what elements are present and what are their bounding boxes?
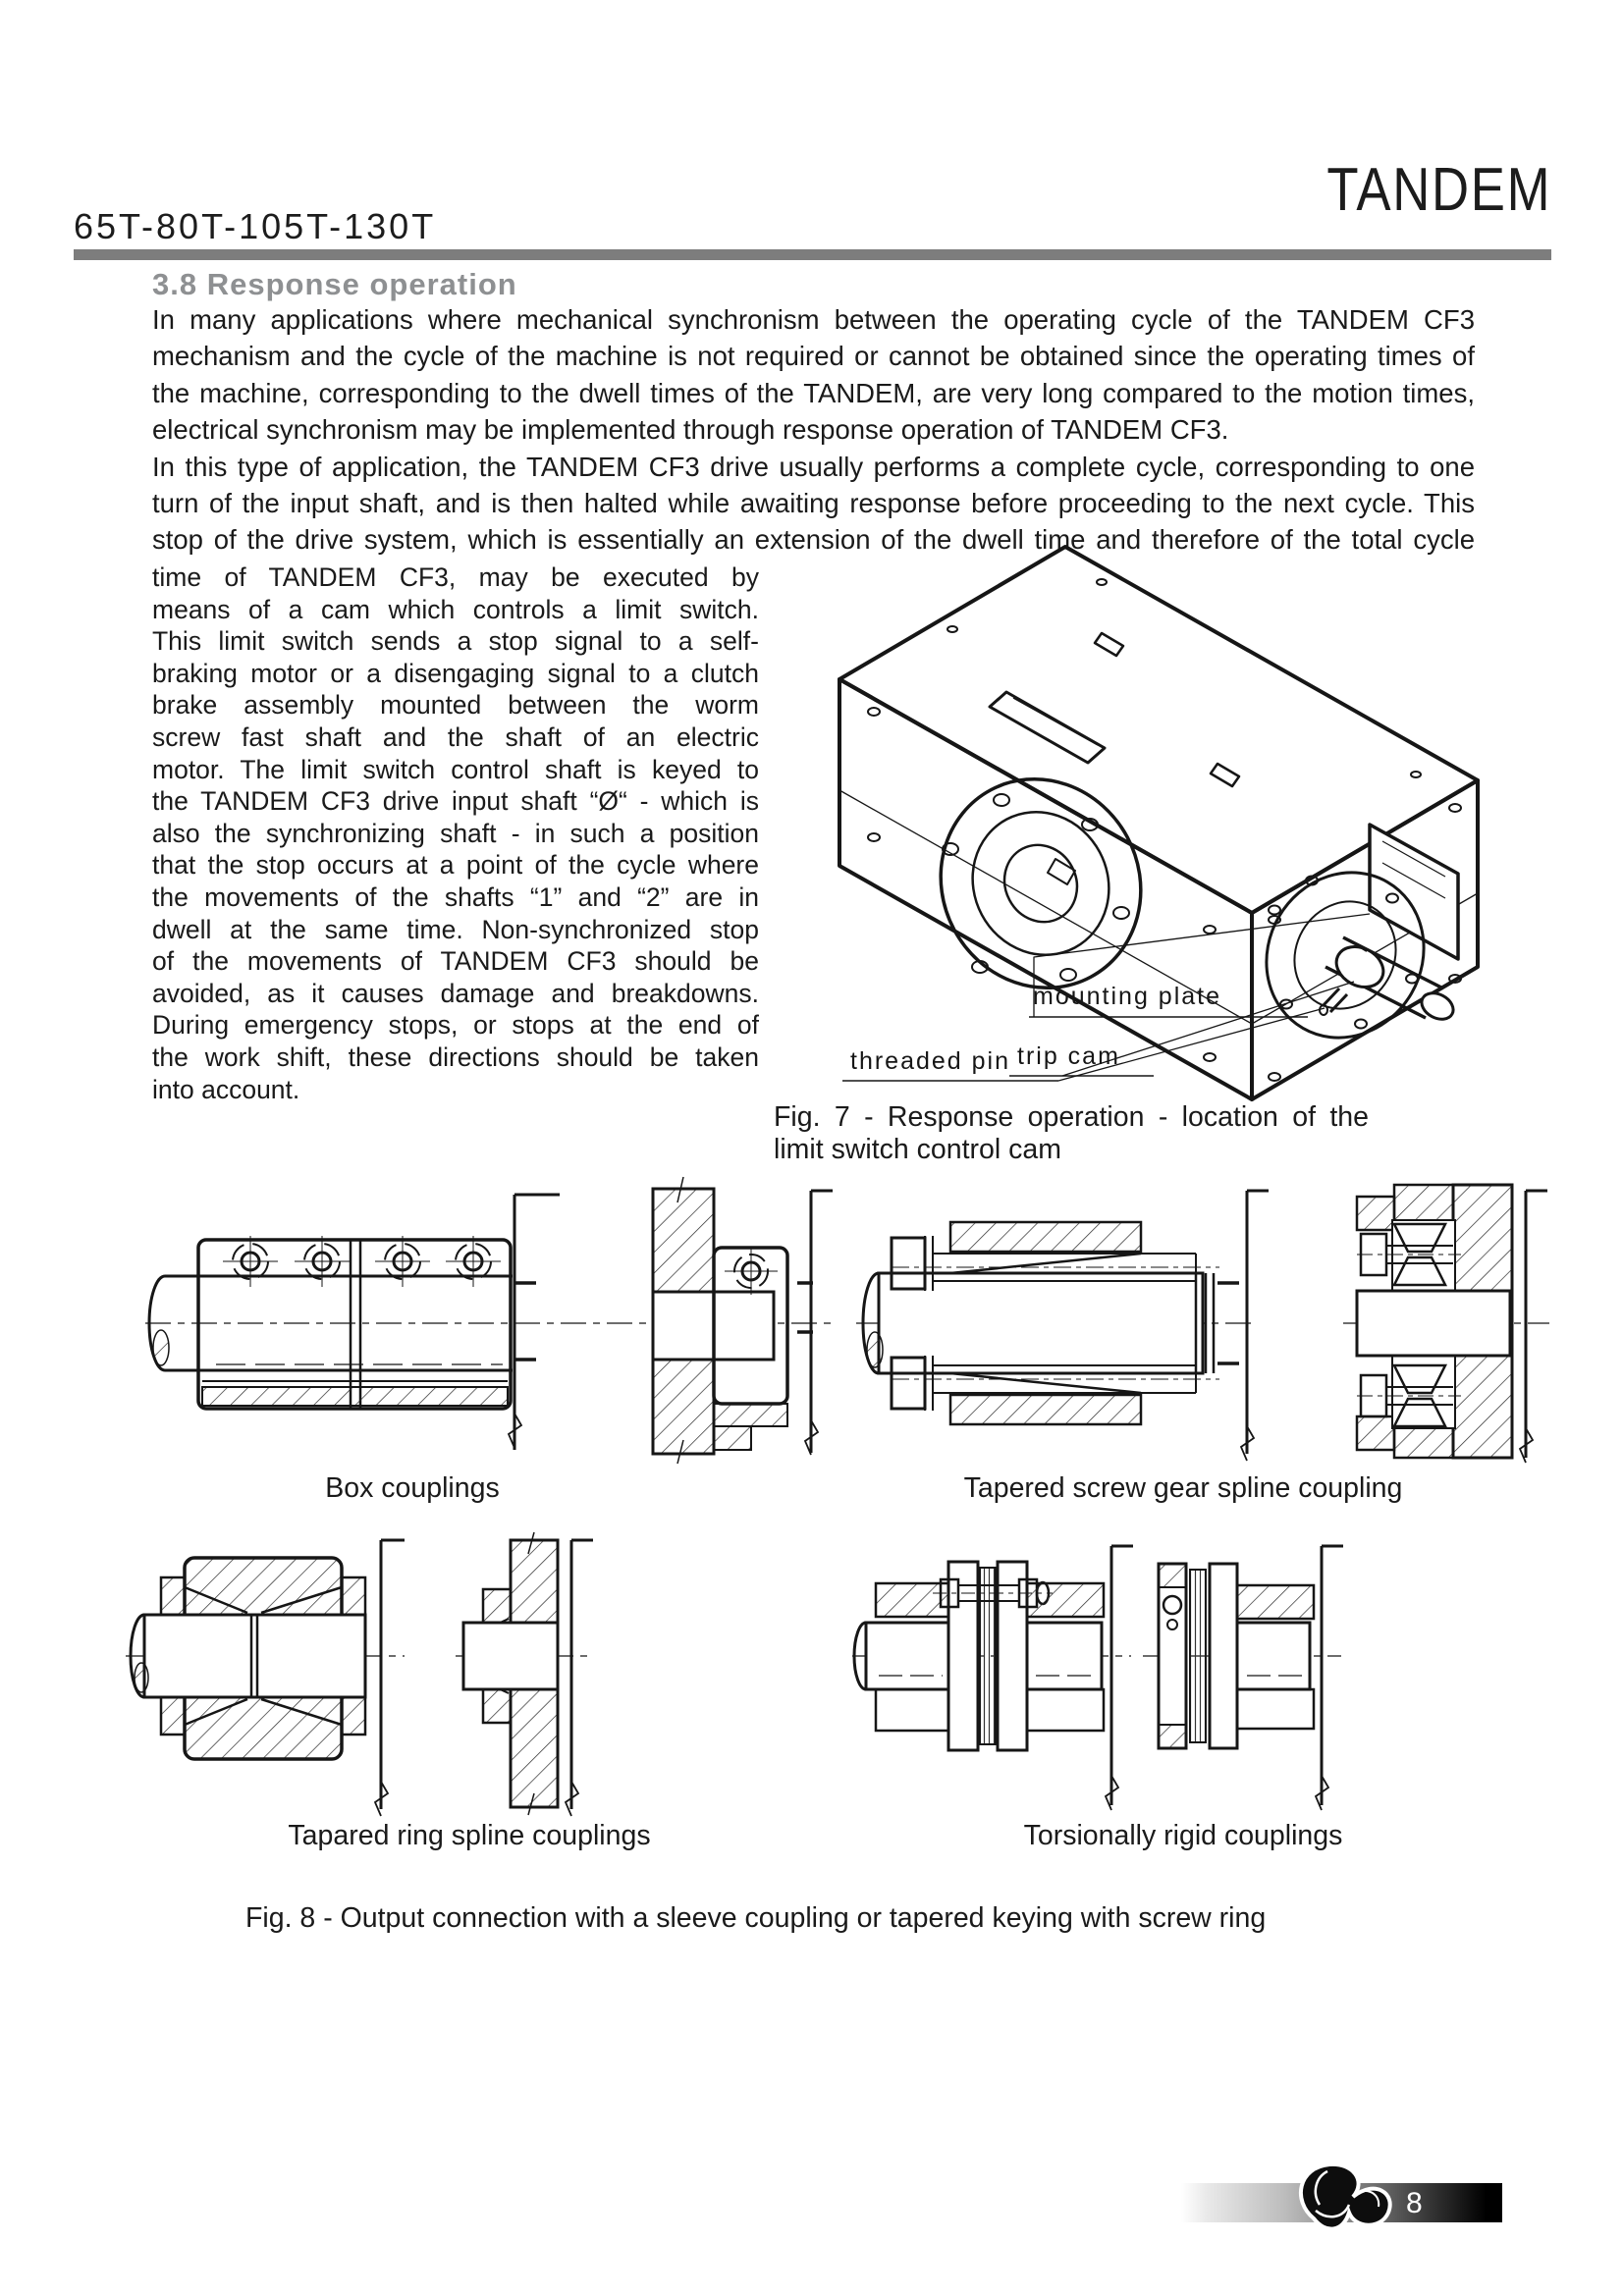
body-paragraph-column [152, 561, 759, 1105]
text-line: stop of the drive system, which is essentially an extension of the dwell time and therefore of the total cycle [152, 524, 1475, 556]
page-number: 8 [1406, 2187, 1424, 2219]
box-coupling-drawing [149, 1195, 560, 1450]
fig7-label-trip-cam: trip cam [1017, 1042, 1120, 1070]
section-heading: 3.8 Response operation [152, 267, 517, 301]
caption-tapered-screw-spline: Tapered screw gear spline coupling [963, 1472, 1403, 1504]
text-line: In many applications where mechanical synchronism between the operating cycle of the TANDEM CF3 [152, 304, 1475, 335]
text-line: screw fast shaft and the shaft of an electric [152, 721, 759, 752]
mounting-plate-shape [1370, 825, 1458, 959]
caption-box-couplings: Box couplings [325, 1472, 500, 1504]
text-line: into account. [152, 1074, 300, 1104]
caption-torsionally-rigid: Torsionally rigid couplings [1023, 1820, 1343, 1851]
text-line: braking motor or a disengaging signal to a clutch [152, 658, 759, 688]
torsionally-rigid-compact-drawing [1159, 1546, 1343, 1810]
text-line: that the stop occurs at a point of the cycle where [152, 850, 759, 881]
wall-sleeve-drawing [653, 1177, 833, 1464]
text-line: dwell at the same time. Non-synchronized stop [152, 914, 759, 944]
brand-wordmark: TANDEM [1326, 156, 1551, 224]
fig8-row2-drawing [118, 1528, 1551, 1818]
text-line: the work shift, these directions should be taken [152, 1041, 759, 1072]
text-line: turn of the input shaft, and is then halted while awaiting response before proceeding to the next cycle. This [152, 488, 1475, 519]
text-line: means of a cam which controls a limit switch. [152, 594, 759, 624]
header-model-range: 65T-80T-105T-130T [74, 206, 437, 246]
fig7-drawing [756, 535, 1512, 1109]
text-line: of the movements of TANDEM CF3 should be [152, 946, 759, 977]
text-line: time of TANDEM CF3, may be executed by [152, 562, 759, 592]
gearbox-left-face [839, 679, 1252, 1099]
text-line: the machine, corresponding to the dwell times of the TANDEM, are very long compared to the motion times, [152, 377, 1475, 408]
text-line: electrical synchronism may be implemented through response operation of TANDEM CF3. [152, 414, 1229, 446]
knot-logo-icon [1284, 2154, 1402, 2236]
fig7-label-mounting-plate: mounting plate [1033, 983, 1222, 1010]
text-line: This limit switch sends a stop signal to a self- [152, 626, 759, 657]
caption-tapared-ring-spline: Tapared ring spline couplings [288, 1820, 651, 1851]
body-paragraph-full [152, 301, 1475, 559]
text-line: the TANDEM CF3 drive input shaft “Ø“ - which is [152, 786, 759, 817]
fig8-row1-drawing [118, 1163, 1551, 1468]
fig7-label-threaded-pin: threaded pin [850, 1047, 1011, 1075]
text-line: also the synchronizing shaft - in such a position [152, 818, 759, 848]
text-line: During emergency stops, or stops at the end of [152, 1010, 759, 1041]
fig8-caption: Fig. 8 - Output connection with a sleeve coupling or tapered keying with screw ring [245, 1902, 1267, 1934]
text-line: brake assembly mounted between the worm [152, 690, 759, 721]
text-line: motor. The limit switch control shaft is keyed to [152, 754, 759, 784]
text-line: limit switch control cam [774, 1133, 1061, 1165]
text-line: In this type of application, the TANDEM CF3 drive usually performs a complete cycle, corresponding to one [152, 451, 1475, 482]
text-line: Fig. 7 - Response operation - location of the [774, 1101, 1369, 1133]
tapered-ring-spline-drawing [131, 1540, 405, 1816]
text-line: avoided, as it causes damage and breakdowns. [152, 978, 759, 1008]
torsionally-rigid-drawing [854, 1546, 1133, 1810]
fig7-figure [756, 535, 1512, 1109]
wall-tapered-ring-drawing [463, 1532, 593, 1816]
text-line: mechanism and the cycle of the machine is not required or cannot be obtained since the operating times of [152, 341, 1475, 372]
header-rule [74, 249, 1551, 260]
fig7-caption [774, 1101, 1369, 1165]
text-line: the movements of the shafts “1” and “2” are in [152, 881, 759, 912]
tapered-screw-spline-drawing [863, 1191, 1269, 1461]
